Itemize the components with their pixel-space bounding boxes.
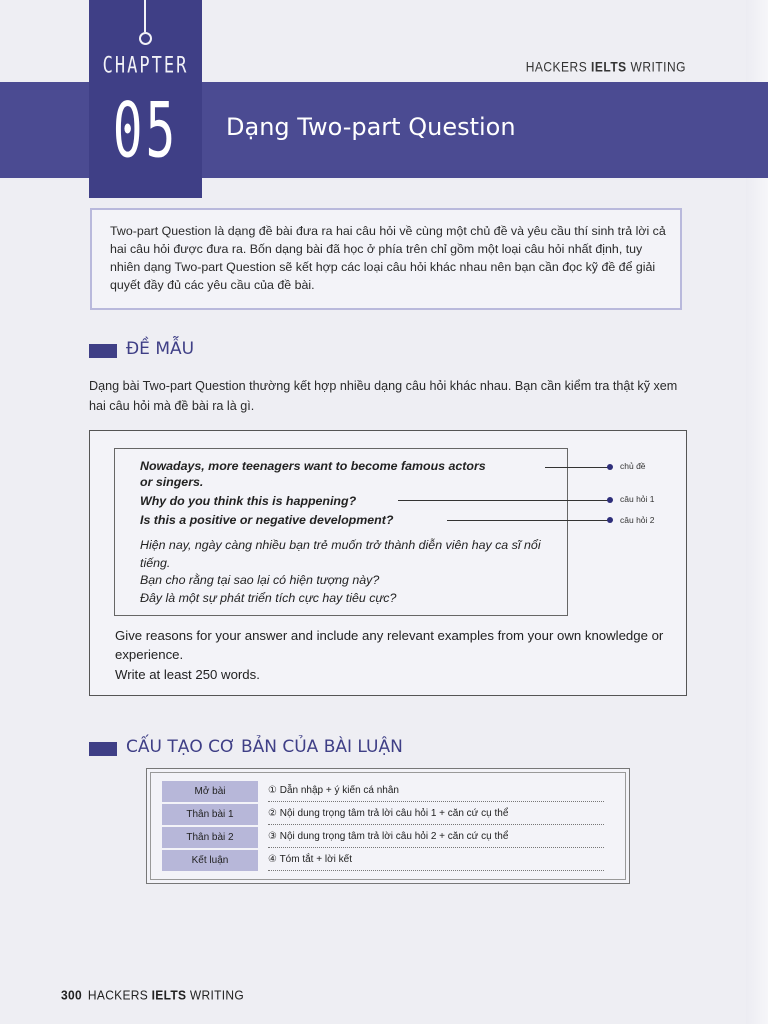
label-q1: câu hỏi 1	[620, 494, 655, 504]
translation-q2: Đây là một sự phát triển tích cực hay tiêu cực?	[140, 591, 397, 605]
leader-dot-q1	[607, 497, 613, 503]
task-word-count: Write at least 250 words.	[115, 667, 260, 682]
section-title-structure: CẤU TẠO CƠ BẢN CỦA BÀI LUẬN	[126, 737, 403, 757]
footer-brand-prefix: HACKERS	[87, 987, 152, 1003]
structure-row-label: Mở bài	[162, 781, 258, 802]
section-marker	[89, 344, 117, 358]
question-topic-line1: Nowadays, more teenagers want to become famous actors	[140, 459, 486, 473]
structure-row-label: Thân bài 1	[162, 804, 258, 825]
structure-row-desc: ① Dẫn nhập + ý kiến cá nhân	[268, 781, 604, 802]
translation-topic: Hiện nay, ngày càng nhiều bạn trẻ muốn trở thành diễn viên hay ca sĩ nổi tiếng.	[140, 538, 541, 570]
structure-row-desc: ② Nội dung trọng tâm trả lời câu hỏi 1 + căn cứ cụ thể	[268, 804, 604, 825]
header-brand-suffix: WRITING	[626, 58, 686, 76]
essay-structure-table	[146, 768, 630, 884]
structure-row	[162, 850, 610, 873]
page-footer	[61, 987, 244, 1002]
intro-text: Two-part Question là dạng đề bài đưa ra hai câu hỏi về cùng một chủ đề và yêu cầu thí sinh trả lời cả hai câu hỏi được đưa ra. Bốn dạng bài đã học ở phía trên chỉ gồm một loại câu hỏi nhất định, tuy nhiên dạng Two-part Question sẽ kết hợp các loại câu hỏi khác nhau nên bạn cần đọc kỹ đề để giải quyết đầy đủ các yêu cầu của đề bài.	[110, 224, 666, 292]
hanger-ring-icon	[139, 32, 152, 45]
task-reasons: Give reasons for your answer and include any relevant examples from your own knowledge or experience.	[115, 628, 664, 662]
header-brand	[526, 59, 686, 75]
label-q2: câu hỏi 2	[620, 515, 655, 525]
header-brand-prefix: HACKERS	[525, 58, 592, 76]
structure-row-desc: ③ Nội dung trọng tâm trả lời câu hỏi 2 + căn cứ cụ thể	[268, 827, 604, 848]
intro-box	[90, 208, 682, 310]
leader-line-q2	[447, 520, 609, 521]
leader-dot-q2	[607, 517, 613, 523]
section-marker	[89, 742, 117, 756]
hanger-line	[144, 0, 146, 32]
sample-question-box	[89, 430, 687, 696]
structure-row-desc: ④ Tóm tắt + lời kết	[268, 850, 604, 871]
question-topic-line2: or singers.	[140, 475, 204, 489]
section-title-sample: ĐỀ MẪU	[126, 339, 195, 359]
structure-row	[162, 804, 610, 827]
structure-row	[162, 781, 610, 804]
leader-line-q1	[398, 500, 609, 501]
structure-row-label: Kết luận	[162, 850, 258, 871]
chapter-label: CHAPTER	[102, 53, 189, 79]
chapter-number: 05	[112, 86, 179, 175]
translation-q1: Bạn cho rằng tại sao lại có hiện tượng này?	[140, 573, 380, 587]
chapter-block	[89, 0, 202, 198]
question-why: Why do you think this is happening?	[140, 494, 357, 508]
header-brand-bold: IELTS	[591, 58, 627, 76]
question-inner-box	[114, 448, 568, 616]
footer-brand-bold: IELTS	[151, 987, 187, 1003]
section-paragraph: Dạng bài Two-part Question thường kết hợp nhiều dạng câu hỏi khác nhau. Bạn cần kiểm tra thật kỹ xem hai câu hỏi mà đề bài ra là gì.	[89, 379, 678, 413]
structure-row	[162, 827, 610, 850]
chapter-title: Dạng Two-part Question	[226, 113, 516, 141]
question-positive: Is this a positive or negative development?	[140, 513, 394, 527]
structure-row-label: Thân bài 2	[162, 827, 258, 848]
task-instructions	[115, 627, 675, 685]
footer-brand-suffix: WRITING	[186, 987, 245, 1003]
leader-line-topic	[545, 467, 609, 468]
leader-dot-topic	[607, 464, 613, 470]
page-number: 300	[61, 987, 82, 1003]
label-topic: chủ đề	[620, 461, 646, 471]
